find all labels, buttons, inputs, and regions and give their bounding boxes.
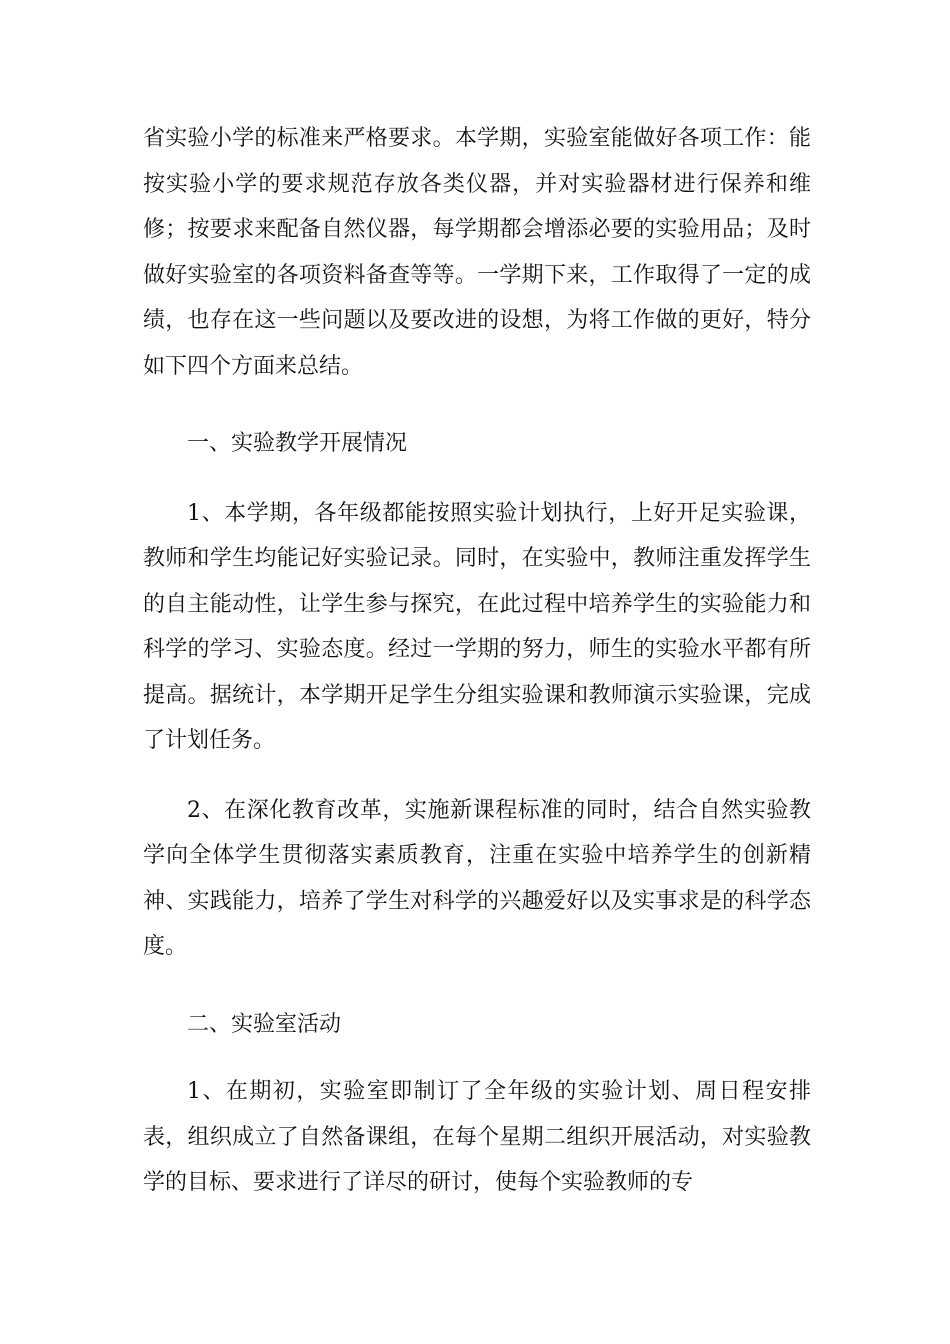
intro-paragraph: 省实验小学的标准来严格要求。本学期，实验室能做好各项工作：能按实验小学的要求规范存放各类仪器，并对实验器材进行保养和维修；按要求来配备自然仪器，每学期都会增添必要的实验用品；及时做好实验室的各项资料备查等等。一学期下来，工作取得了一定的成绩，也存在这一些问题以及要改进的设想，为将工作做的更好，特分如下四个方面来总结。 xyxy=(143,126,811,379)
section-1-item-1-paragraph: 1、本学期，各年级都能按照实验计划执行，上好开足实验课，教师和学生均能记好实验记录。同时，在实验中，教师注重发挥学生的自主能动性，让学生参与探究，在此过程中培养学生的实验能力和科学的学习、实验态度。经过一学期的努力，师生的实验水平都有所提高。据统计，本学期开足学生分组实验课和教师演示实验课，完成了计划任务。 xyxy=(143,500,811,753)
section-2-item-1-paragraph: 1、在期初，实验室即制订了全年级的实验计划、周日程安排表，组织成立了自然备课组，在每个星期二组织开展活动，对实验教学的目标、要求进行了详尽的研讨，使每个实验教师的专 xyxy=(143,1079,811,1195)
section-heading-experiment-teaching: 一、实验教学开展情况 xyxy=(187,431,408,456)
document-body xyxy=(143,116,811,1206)
section-heading-lab-activities: 二、实验室活动 xyxy=(187,1011,342,1037)
section-1-item-2-paragraph: 2、在深化教育改革，实施新课程标准的同时，结合自然实验教学向全体学生贯彻落实素质教育，注重在实验中培养学生的创新精神、实践能力，培养了学生对科学的兴趣爱好以及实事求是的科学态度。 xyxy=(143,797,811,959)
